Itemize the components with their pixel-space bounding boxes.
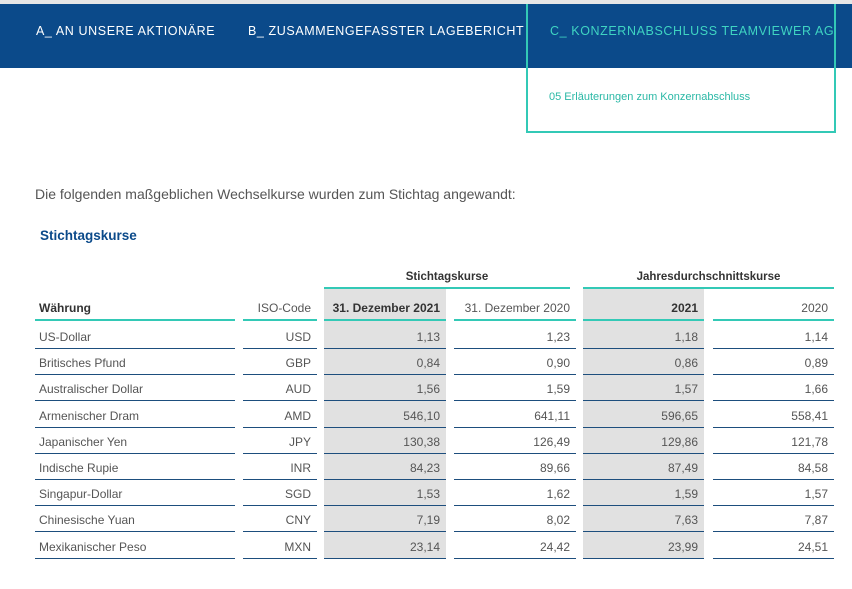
table-cell-stichtag-2021: 1,13 <box>324 323 446 349</box>
table-cell-durchschnitt-2021: 129,86 <box>583 428 704 454</box>
subnav-item-erlaeuterungen[interactable]: 05 Erläuterungen zum Konzernabschluss <box>549 91 751 103</box>
table-cell-durchschnitt-2021: 0,86 <box>583 349 704 375</box>
table-cell-stichtag-2021: 546,10 <box>324 402 446 428</box>
table-cell-durchschnitt-2020: 1,57 <box>713 480 834 506</box>
table-cell-stichtag-2020: 1,59 <box>454 375 576 401</box>
table-cell-iso-code: MXN <box>243 533 317 559</box>
table-cell-stichtag-2020: 1,62 <box>454 480 576 506</box>
table-cell-iso-code: USD <box>243 323 317 349</box>
table-cell-stichtag-2021: 7,19 <box>324 506 446 532</box>
table-cell-stichtag-2021: 0,84 <box>324 349 446 375</box>
table-cell-currency: US-Dollar <box>35 323 235 349</box>
table-cell-currency: Indische Rupie <box>35 454 235 480</box>
table-cell-stichtag-2020: 8,02 <box>454 506 576 532</box>
table-cell-currency: Mexikanischer Peso <box>35 533 235 559</box>
group-header-stichtagskurse: Stichtagskurse <box>324 271 570 289</box>
table-cell-stichtag-2020: 126,49 <box>454 428 576 454</box>
table-cell-durchschnitt-2020: 7,87 <box>713 506 834 532</box>
table-cell-stichtag-2021: 1,53 <box>324 480 446 506</box>
table-cell-stichtag-2020: 89,66 <box>454 454 576 480</box>
table-cell-iso-code: AUD <box>243 375 317 401</box>
table-cell-durchschnitt-2021: 7,63 <box>583 506 704 532</box>
nav-item-aktionaere[interactable]: A_ AN UNSERE AKTIONÄRE <box>36 24 216 38</box>
column-header-durchschnitt-2020: 2020 <box>713 301 834 321</box>
table-cell-currency: Japanischer Yen <box>35 428 235 454</box>
table-cell-durchschnitt-2021: 596,65 <box>583 402 704 428</box>
column-header-iso-code: ISO-Code <box>243 301 317 321</box>
table-cell-iso-code: SGD <box>243 480 317 506</box>
table-cell-iso-code: JPY <box>243 428 317 454</box>
table-cell-currency: Singapur-Dollar <box>35 480 235 506</box>
section-title: Stichtagskurse <box>40 228 137 243</box>
column-header-waehrung: Währung <box>35 301 235 321</box>
group-header-jahresdurchschnittskurse: Jahresdurchschnittskurse <box>583 271 834 289</box>
nav-item-lagebericht[interactable]: B_ ZUSAMMENGEFASSTER LAGEBERICHT <box>248 24 525 38</box>
column-header-stichtag-2020: 31. Dezember 2020 <box>454 301 576 321</box>
table-cell-durchschnitt-2020: 24,51 <box>713 533 834 559</box>
table-cell-durchschnitt-2020: 1,14 <box>713 323 834 349</box>
table-cell-currency: Britisches Pfund <box>35 349 235 375</box>
table-cell-currency: Armenischer Dram <box>35 402 235 428</box>
table-cell-iso-code: AMD <box>243 402 317 428</box>
column-header-stichtag-2021: 31. Dezember 2021 <box>324 301 446 321</box>
column-header-durchschnitt-2021: 2021 <box>583 301 704 321</box>
table-cell-durchschnitt-2021: 1,18 <box>583 323 704 349</box>
table-cell-durchschnitt-2020: 1,66 <box>713 375 834 401</box>
table-cell-durchschnitt-2020: 121,78 <box>713 428 834 454</box>
table-cell-iso-code: INR <box>243 454 317 480</box>
table-cell-durchschnitt-2021: 23,99 <box>583 533 704 559</box>
table-cell-stichtag-2021: 1,56 <box>324 375 446 401</box>
table-cell-iso-code: CNY <box>243 506 317 532</box>
table-cell-iso-code: GBP <box>243 349 317 375</box>
table-cell-currency: Chinesische Yuan <box>35 506 235 532</box>
table-cell-stichtag-2020: 641,11 <box>454 402 576 428</box>
table-cell-durchschnitt-2021: 87,49 <box>583 454 704 480</box>
table-cell-durchschnitt-2020: 84,58 <box>713 454 834 480</box>
table-cell-durchschnitt-2020: 0,89 <box>713 349 834 375</box>
nav-item-konzernabschluss[interactable]: C_ KONZERNABSCHLUSS TEAMVIEWER AG <box>550 24 835 38</box>
table-cell-durchschnitt-2020: 558,41 <box>713 402 834 428</box>
table-cell-currency: Australischer Dollar <box>35 375 235 401</box>
table-cell-stichtag-2020: 0,90 <box>454 349 576 375</box>
table-cell-stichtag-2020: 1,23 <box>454 323 576 349</box>
table-cell-stichtag-2021: 130,38 <box>324 428 446 454</box>
table-cell-stichtag-2021: 84,23 <box>324 454 446 480</box>
table-cell-durchschnitt-2021: 1,59 <box>583 480 704 506</box>
table-cell-stichtag-2021: 23,14 <box>324 533 446 559</box>
table-cell-stichtag-2020: 24,42 <box>454 533 576 559</box>
table-cell-durchschnitt-2021: 1,57 <box>583 375 704 401</box>
intro-text: Die folgenden maßgeblichen Wechselkurse wurden zum Stichtag angewandt: <box>35 186 516 202</box>
